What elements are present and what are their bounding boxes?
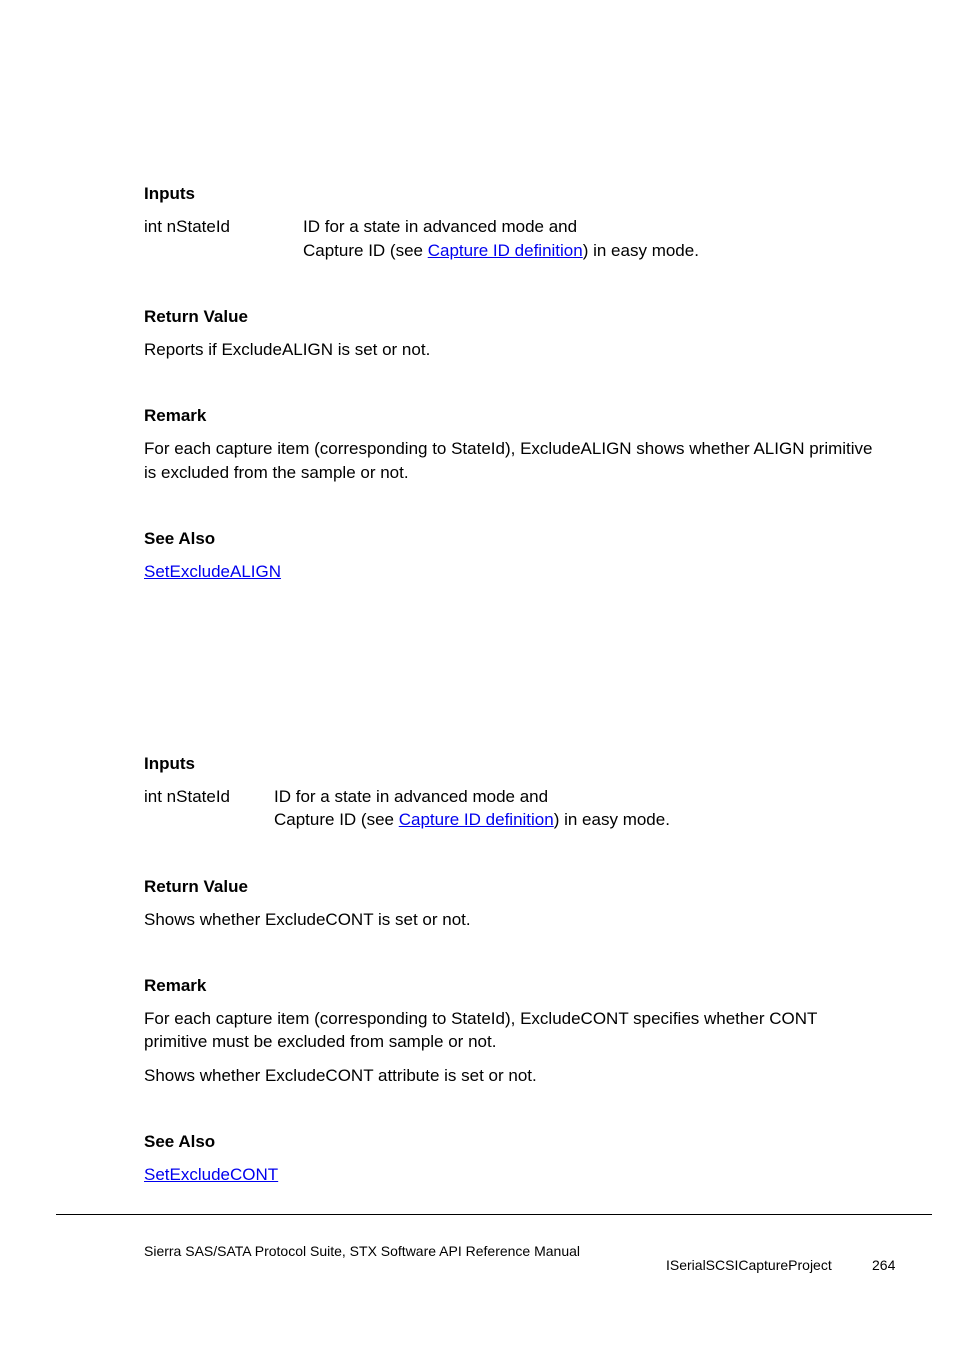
set-exclude-cont-link[interactable]: SetExcludeCONT [144, 1165, 279, 1184]
remark-heading: Remark [144, 406, 207, 425]
remark-line2: is excluded from the sample or not. [144, 463, 409, 482]
return-value-text: Reports if ExcludeALIGN is set or not. [144, 340, 431, 359]
return-value-heading: Return Value [144, 877, 248, 896]
inputs-heading: Inputs [144, 184, 195, 203]
see-also-heading: See Also [144, 1132, 216, 1151]
return-value-heading: Return Value [144, 307, 248, 326]
param-description-line1: ID for a state in advanced mode and [274, 787, 549, 806]
param-description-line2 [274, 810, 670, 830]
inputs-heading: Inputs [144, 754, 195, 773]
footer-manual-title: Sierra SAS/SATA Protocol Suite, STX Software API Reference Manual [144, 1243, 581, 1259]
remark-heading: Remark [144, 976, 207, 995]
footer-section-name: ISerialSCSICaptureProject [666, 1257, 832, 1273]
set-exclude-align-link[interactable]: SetExcludeALIGN [144, 562, 282, 581]
param-description-line1: ID for a state in advanced mode and [303, 217, 578, 236]
remark-line2: primitive must be excluded from sample or not. [144, 1032, 497, 1051]
footer-divider [56, 1214, 932, 1215]
param-description-prefix: Capture ID (see [274, 810, 399, 829]
return-value-text: Shows whether ExcludeCONT is set or not. [144, 910, 471, 929]
param-name: int nStateId [144, 787, 231, 806]
capture-id-definition-link[interactable]: Capture ID definition [398, 810, 554, 829]
remark-line3: Shows whether ExcludeCONT attribute is set or not. [144, 1066, 537, 1085]
param-description-prefix: Capture ID (see [303, 241, 428, 260]
capture-id-definition-link[interactable]: Capture ID definition [427, 241, 583, 260]
param-description-line2 [303, 241, 699, 261]
param-description-suffix: ) in easy mode. [582, 241, 699, 260]
remark-line1: For each capture item (corresponding to StateId), ExcludeALIGN shows whether ALIGN primitive [144, 439, 873, 458]
param-description-suffix: ) in easy mode. [553, 810, 670, 829]
footer-page-number: 264 [872, 1257, 896, 1273]
param-name: int nStateId [144, 217, 231, 236]
remark-line1: For each capture item (corresponding to StateId), ExcludeCONT specifies whether CONT [144, 1009, 818, 1028]
see-also-heading: See Also [144, 529, 216, 548]
